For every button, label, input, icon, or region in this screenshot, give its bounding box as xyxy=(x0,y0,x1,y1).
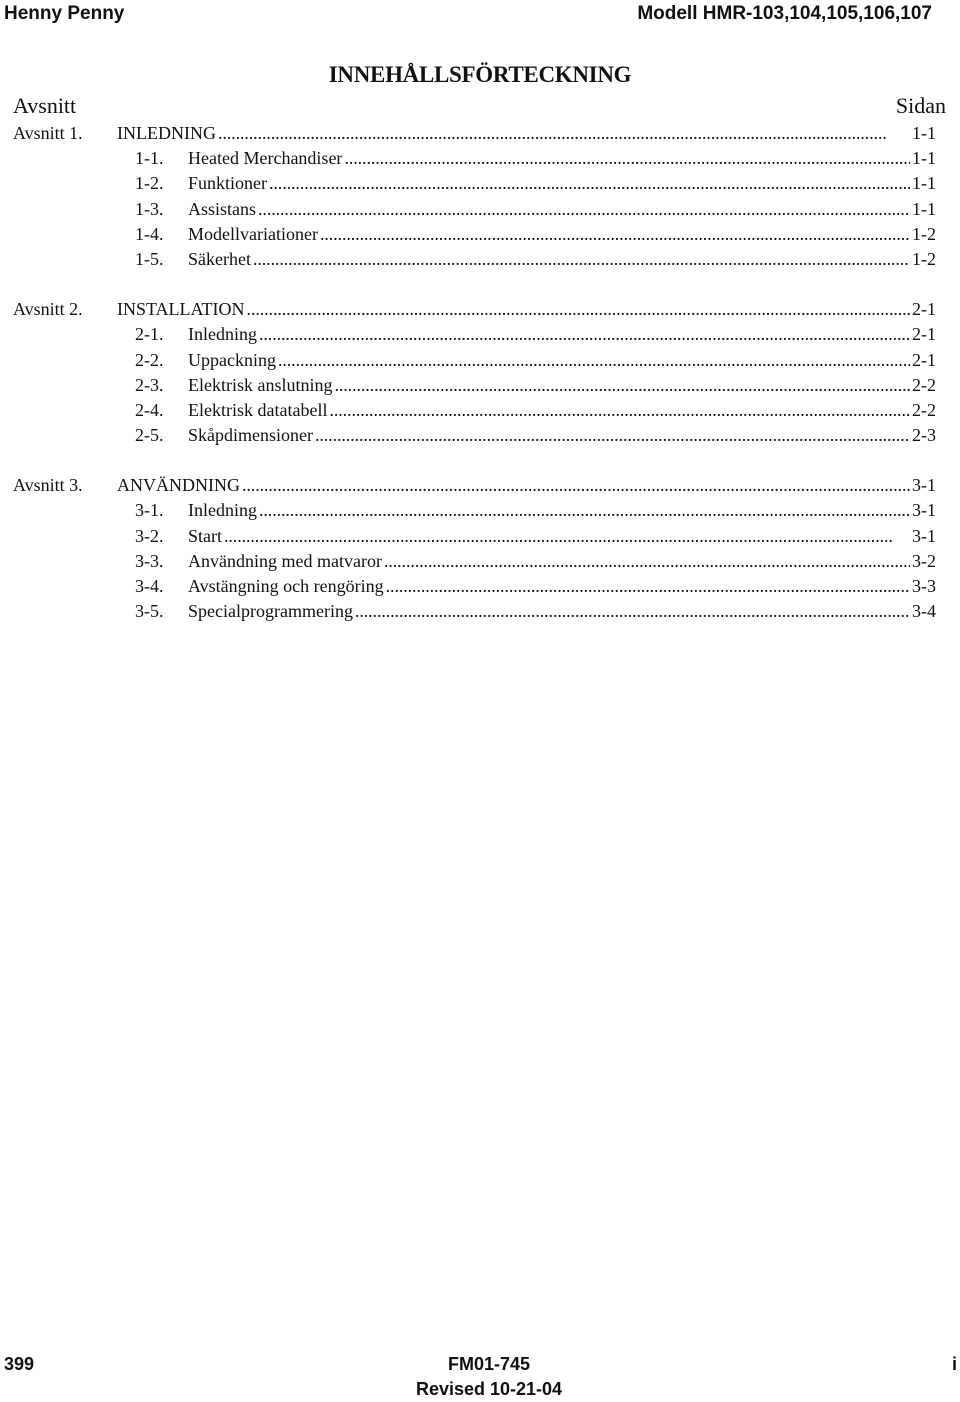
toc-entry xyxy=(117,121,936,146)
toc-item-row[interactable] xyxy=(0,373,960,398)
item-page: 2-1 xyxy=(912,349,936,370)
item-number: 2-4. xyxy=(135,399,164,420)
dot-leader xyxy=(386,574,910,599)
item-page: 1-1 xyxy=(912,173,936,194)
item-page: 1-2 xyxy=(912,223,936,244)
toc-item-row[interactable] xyxy=(0,348,960,373)
item-title: Assistans xyxy=(188,198,257,219)
item-page: 3-1 xyxy=(912,500,936,521)
toc-item-row[interactable] xyxy=(0,146,960,171)
toc-entry xyxy=(188,348,936,373)
dot-leader xyxy=(320,222,910,247)
item-number: 1-4. xyxy=(135,223,164,244)
item-page: 3-3 xyxy=(912,576,936,596)
item-number: 2-1. xyxy=(135,324,164,345)
toc-entry xyxy=(188,423,936,448)
toc-section-row[interactable] xyxy=(0,121,960,146)
item-page: 2-2 xyxy=(912,374,936,395)
toc-entry xyxy=(188,524,936,549)
item-number: 2-5. xyxy=(135,425,164,446)
item-number: 2-2. xyxy=(135,349,164,370)
toc-item-row[interactable] xyxy=(0,322,960,347)
section-column-heading: Avsnitt xyxy=(13,93,77,118)
item-title: Inledning xyxy=(188,324,257,345)
item-title: Funktioner xyxy=(188,173,267,194)
dot-leader xyxy=(384,549,910,574)
revision-date: Revised 10-21-04 xyxy=(415,1379,563,1399)
toc-section xyxy=(0,297,960,448)
toc-entry xyxy=(188,398,936,423)
item-number: 2-3. xyxy=(135,374,164,395)
item-title: Start xyxy=(188,525,222,546)
item-title: Modellvariationer xyxy=(188,223,318,244)
item-number: 1-2. xyxy=(135,173,164,194)
toc-section-row[interactable] xyxy=(0,473,960,498)
toc-section xyxy=(0,121,960,272)
item-title: Elektrisk datatabell xyxy=(188,399,328,420)
section-page: 1-1 xyxy=(912,123,936,143)
toc-item-row[interactable] xyxy=(0,222,960,247)
item-number: 3-3. xyxy=(135,550,164,571)
item-page: 3-2 xyxy=(912,550,936,571)
section-label: Avsnitt 2. xyxy=(13,299,83,320)
model-designation: Modell HMR-103,104,105,106,107 xyxy=(637,3,932,24)
item-title: Avstängning och rengöring xyxy=(188,576,384,596)
toc-entry xyxy=(188,599,936,624)
section-title: INLEDNING xyxy=(117,123,216,143)
page-title: INNEHÅLLSFÖRTECKNING xyxy=(328,62,632,87)
item-number: 3-1. xyxy=(135,500,164,521)
dot-leader xyxy=(224,524,910,549)
item-page: 3-4 xyxy=(912,601,936,622)
section-title: INSTALLATION xyxy=(117,299,245,320)
item-page: 1-1 xyxy=(912,148,936,169)
item-number: 1-3. xyxy=(135,198,164,219)
section-label: Avsnitt 1. xyxy=(13,123,83,143)
toc-entry xyxy=(117,297,936,322)
dot-leader xyxy=(329,398,910,423)
dot-leader xyxy=(259,498,910,523)
toc-item-row[interactable] xyxy=(0,549,960,574)
dot-leader xyxy=(355,599,910,624)
item-title: Säkerhet xyxy=(188,248,251,269)
toc-entry xyxy=(188,146,936,171)
section-page: 3-1 xyxy=(912,475,936,496)
toc-item-row[interactable] xyxy=(0,599,960,624)
item-number: 1-1. xyxy=(135,148,164,169)
toc-entry xyxy=(188,197,936,222)
toc-entry xyxy=(188,549,936,574)
item-title: Elektrisk anslutning xyxy=(188,374,333,395)
section-title: ANVÄNDNING xyxy=(117,475,240,496)
dot-leader xyxy=(259,322,910,347)
dot-leader xyxy=(344,146,910,171)
item-number: 1-5. xyxy=(135,248,164,269)
toc-item-row[interactable] xyxy=(0,574,960,599)
item-title: Inledning xyxy=(188,500,257,521)
toc-item-row[interactable] xyxy=(0,524,960,549)
section-page: 2-1 xyxy=(912,299,936,320)
item-number: 3-4. xyxy=(135,576,164,596)
item-number: 3-5. xyxy=(135,601,164,622)
toc-item-row[interactable] xyxy=(0,498,960,523)
item-title: Skåpdimensioner xyxy=(188,425,313,446)
dot-leader xyxy=(269,171,910,196)
toc-entry xyxy=(188,322,936,347)
dot-leader xyxy=(278,348,910,373)
item-page: 2-3 xyxy=(912,425,936,446)
dot-leader xyxy=(247,297,910,322)
toc-item-row[interactable] xyxy=(0,398,960,423)
item-page: 3-1 xyxy=(912,525,936,546)
document-number: FM01-745 xyxy=(447,1354,531,1374)
toc-entry xyxy=(188,171,936,196)
item-title: Uppackning xyxy=(188,349,276,370)
item-page: 1-1 xyxy=(912,198,936,219)
dot-leader xyxy=(253,247,910,272)
item-page: 2-1 xyxy=(912,324,936,345)
toc-entry xyxy=(188,498,936,523)
table-of-contents xyxy=(0,121,960,649)
toc-section xyxy=(0,473,960,624)
brand-name: Henny Penny xyxy=(4,3,125,24)
toc-item-row[interactable] xyxy=(0,247,960,272)
page-number: i xyxy=(951,1354,957,1374)
toc-entry xyxy=(188,574,936,599)
item-page: 2-2 xyxy=(912,399,936,420)
toc-entry xyxy=(188,222,936,247)
dot-leader xyxy=(258,197,910,222)
toc-section-row[interactable] xyxy=(0,297,960,322)
dot-leader xyxy=(218,121,910,146)
section-label: Avsnitt 3. xyxy=(13,475,83,496)
item-title: Specialprogrammering xyxy=(188,601,353,622)
dot-leader xyxy=(334,373,910,398)
toc-item-row[interactable] xyxy=(0,423,960,448)
footer-code: 399 xyxy=(4,1354,35,1374)
item-number: 3-2. xyxy=(135,525,164,546)
toc-item-row[interactable] xyxy=(0,197,960,222)
dot-leader xyxy=(315,423,910,448)
item-title: Heated Merchandiser xyxy=(188,148,343,169)
toc-entry xyxy=(117,473,936,498)
footer-document-info xyxy=(0,1352,960,1402)
item-title: Användning med matvaror xyxy=(188,550,382,571)
toc-entry xyxy=(188,373,936,398)
toc-entry xyxy=(188,247,936,272)
item-page: 1-2 xyxy=(912,248,936,269)
page-column-heading: Sidan xyxy=(895,93,946,118)
dot-leader xyxy=(242,473,910,498)
toc-item-row[interactable] xyxy=(0,171,960,196)
